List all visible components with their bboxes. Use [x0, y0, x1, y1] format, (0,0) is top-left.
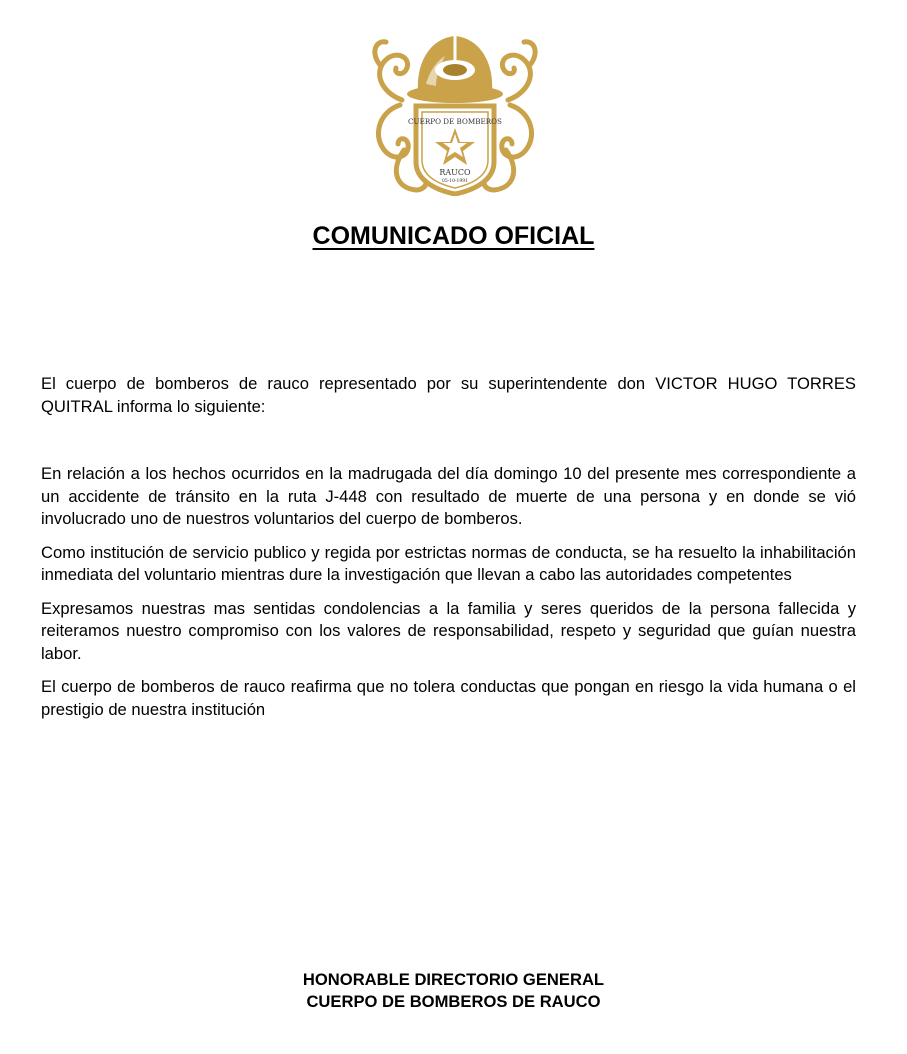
crest-top-text: CUERPO DE BOMBEROS: [408, 117, 502, 126]
paragraph-closing: El cuerpo de bomberos de rauco reafirma que no tolera conductas que pongan en riesgo la vida humana o el prestigio de nuestra institución: [41, 677, 856, 719]
crest-bottom-text: RAUCO: [439, 168, 471, 177]
crest-date-text: 05-10-1991: [442, 179, 468, 184]
communique-body: [41, 373, 856, 732]
paragraph-incident: En relación a los hechos ocurridos en la madrugada del día domingo 10 del presente mes correspondiente a un accidente de tránsito en la ruta J-448 con resultado de muerte de una persona y en donde se vió involucrado uno de nuestros voluntarios del cuerpo de bomberos.: [41, 464, 856, 528]
paragraph-intro: El cuerpo de bomberos de rauco representado por su superintendente don VICTOR HUGO TORRES QUITRAL informa lo siguiente:: [41, 374, 856, 416]
fire-department-crest-logo: [360, 30, 550, 196]
paragraph-condolences: Expresamos nuestras mas sentidas condolencias a la familia y seres queridos de la persona fallecida y reiteramos nuestro compromiso con los valores de responsabilidad, respeto y seguridad que guían nuestra labor.: [41, 598, 856, 663]
signature-line-1: HONORABLE DIRECTORIO GENERAL: [302, 970, 605, 989]
document-title: COMUNICADO OFICIAL: [312, 222, 595, 250]
signature-block: [0, 969, 907, 1013]
paragraph-suspension: Como institución de servicio publico y regida por estrictas normas de conducta, se ha resuelto la inhabilitación inmediata del voluntario mientras dure la investigación que llevan a cabo las autoridades competentes: [41, 542, 856, 584]
signature-line-2: CUERPO DE BOMBEROS DE RAUCO: [306, 992, 601, 1011]
